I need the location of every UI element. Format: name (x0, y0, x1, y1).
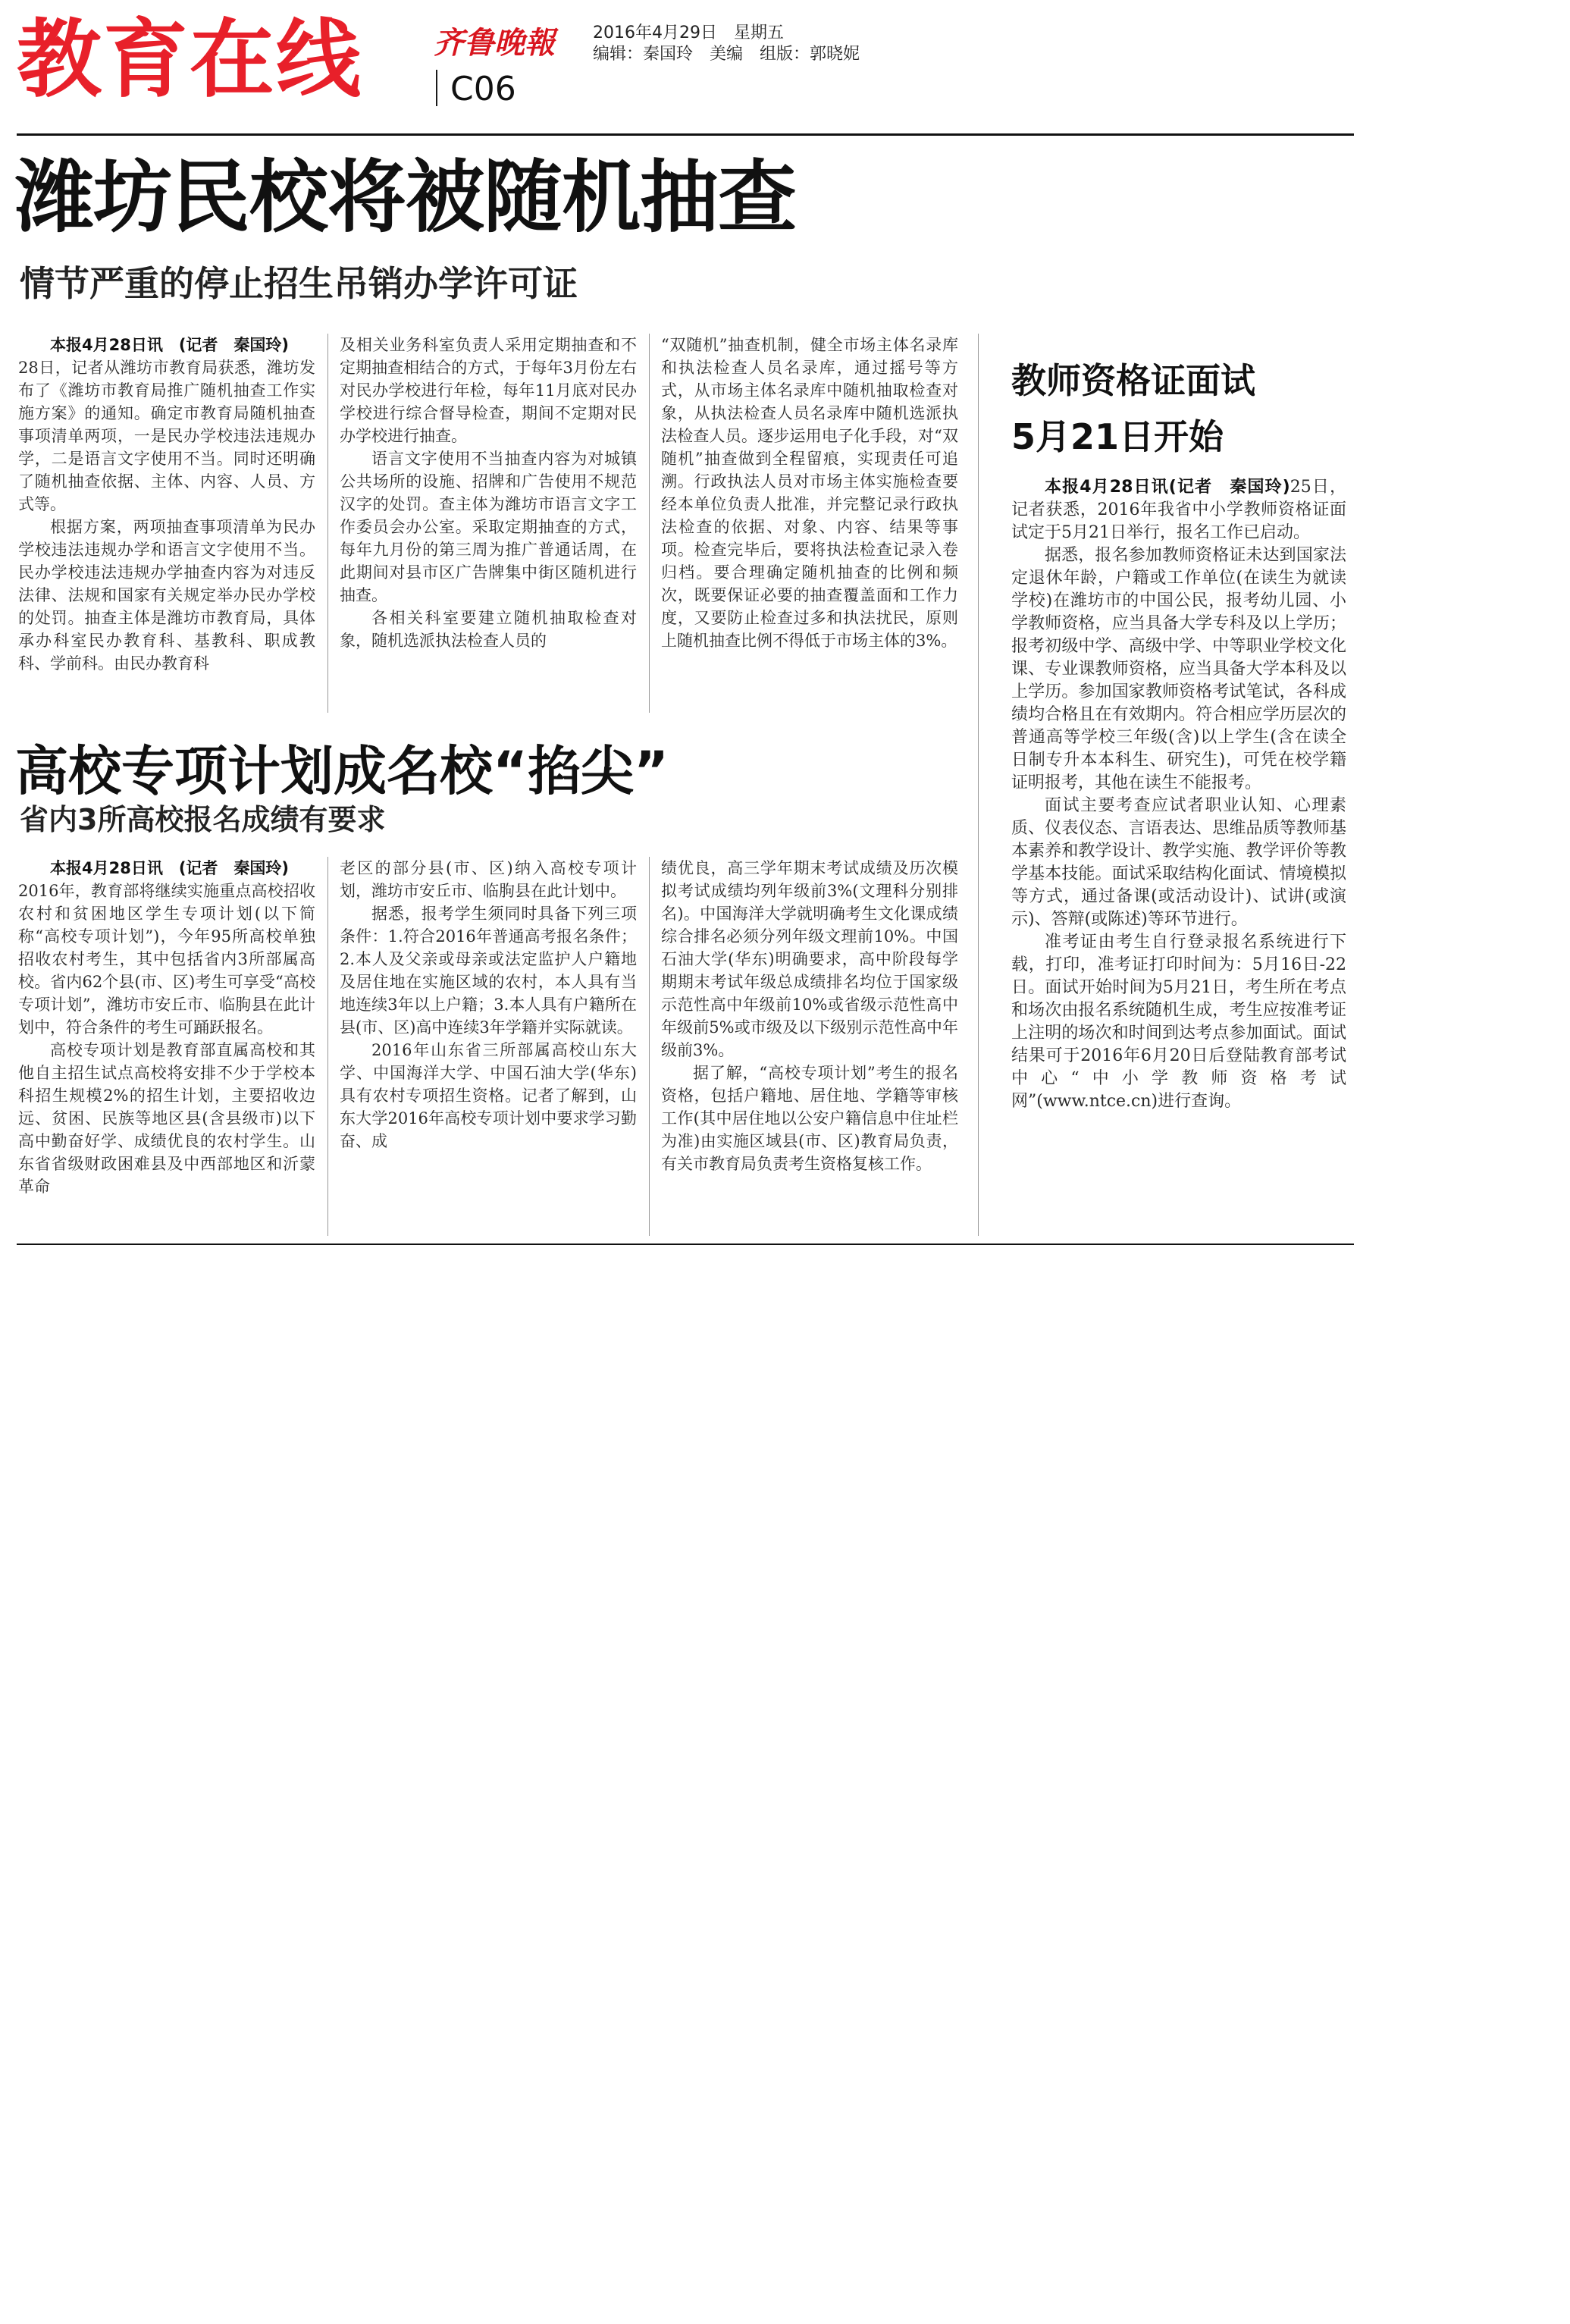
article2-paragraph: 高校专项计划是教育部直属高校和其他自主招生试点高校将安排不少于学校本科招生规模2%的招生计划，主要招收边远、贫困、民族等地区县(含县级市)以下高中勤奋好学、成绩优良的农村学生。山东省省级财政困难县及中西部地区和沂蒙革命 (18, 1041, 315, 1196)
article1-paragraph: 根据方案，两项抽查事项清单为民办学校违法违规办学和语言文字使用不当。民办学校违法违规办学抽查内容为对违反法律、法规和国家有关规定举办民办学校的处罚。抽查主体是潍坊市教育局，具体承办科室民办教育科、基教科、职成教科、学前科。由民办教育科 (18, 518, 315, 673)
article1-paragraph: 语言文字使用不当抽查内容为对城镇公共场所的设施、招牌和广告使用不规范汉字的处罚。查主体为潍坊市语言文字工作委员会办公室。采取定期抽查的方式，每年九月份的第三周为推广普通话周，在此期间对县市区广告牌集中街区随机进行抽查。 (340, 450, 637, 604)
masthead-divider (436, 70, 437, 106)
article3-paragraph: 面试主要考查应试者职业认知、心理素质、仪表仪态、言语表达、思维品质等教师基本素养和教学设计、教学实施、教学评价等教学基本技能。面试采取结构化面试、情境模拟等方式，通过备课(或活动设计)、试讲(或演示)、答辩(或陈述)等环节进行。 (1011, 796, 1346, 929)
column-divider (649, 857, 650, 1236)
article2-subhead: 省内3所高校报名成绩有要求 (20, 803, 386, 836)
article1-headline: 潍坊民校将被随机抽查 (15, 151, 797, 243)
article1-paragraph: 28日，记者从潍坊市教育局获悉，潍坊发布了《潍坊市教育局推广随机抽查工作实施方案》的通知。确定市教育局随机抽查事项清单两项，一是民办学校违法违规办学，二是语言文字使用不当。同时还明确了随机抽查依据、主体、内容、人员、方式等。 (18, 359, 315, 513)
article3-paragraph: 据悉，报名参加教师资格证未达到国家法定退休年龄，户籍或工作单位(在读生为就读学校)在潍坊市的中国公民，报考幼儿园、小学教师资格，应当具备大学专科及以上学历；报考初级中学、高级中学、中等职业学校文化课、专业课教师资格，应当具备大学本科及以上学历。参加国家教师资格考试笔试，各科成绩均合格且在有效期内。符合相应学历层次的普通高等学校三年级(含)以上学生(含在读全日制专升本本科生、研究生)，可凭在校学籍证明报考，其他在读生不能报考。 (1011, 546, 1346, 792)
newspaper-logo (434, 20, 570, 62)
article2-paragraph: 2016年，教育部将继续实施重点高校招收农村和贫困地区学生专项计划(以下简称“高校专项计划”)，今年95所高校单独招收农村考生，其中包括省内3所部属高校。省内62个县(市、区)考生可享受“高校专项计划”，潍坊市安丘市、临朐县在此计划中，符合条件的考生可踊跃报名。 (18, 882, 315, 1037)
editor-credits: 编辑：秦国玲 美编 组版：郭晓妮 (593, 45, 860, 64)
article3-byline: 本报4月28日讯(记者 秦国玲) (1045, 478, 1290, 497)
article2-paragraph: 老区的部分县(市、区)纳入高校专项计划，潍坊市安丘市、临朐县在此计划中。 (340, 859, 637, 900)
article2-byline: 本报4月28日讯 (记者 秦国玲) (50, 859, 290, 877)
article2-paragraph: 2016年山东省三所部属高校山东大学、中国海洋大学、中国石油大学(华东)具有农村专项招生资格。记者了解到，山东大学2016年高校专项计划中要求学习勤奋、成 (340, 1041, 637, 1150)
article1-column-3 (661, 334, 958, 713)
article2-paragraph: 绩优良，高三学年期末考试成绩及历次模拟考试成绩均列年级前3%(文理科分别排名)。中国海洋大学就明确考生文化课成绩综合排名必须分列年级文理前10%。中国石油大学(华东)明确要求，高中阶段每学期期末考试年级总成绩排名均位于国家级示范性高中年级前10%或省级示范性高中年级前5%或市级及以下级别示范性高中年级前3%。 (661, 859, 958, 1059)
article1-paragraph: 及相关业务科室负责人采用定期抽查和不定期抽查相结合的方式，于每年3月份左右对民办学校进行年检，每年11月底对民办学校进行综合督导检查，期间不定期对民办学校进行抽查。 (340, 336, 637, 445)
page-bottom-rule (17, 1244, 1354, 1245)
article1-paragraph: 各相关科室要建立随机抽取检查对象，随机选派执法检查人员的 (340, 609, 637, 650)
article1-subhead: 情节严重的停止招生吊销办学许可证 (20, 263, 578, 304)
article3-headline: 教师资格证面试 (1011, 360, 1255, 401)
article3-headline-line2: 5月21日开始 (1011, 416, 1224, 457)
column-divider (327, 857, 328, 1236)
article2-column-3 (661, 857, 958, 1236)
article2-column-1 (18, 857, 315, 1236)
column-divider (327, 334, 328, 713)
article1-column-1 (18, 334, 315, 713)
article2-column-2 (340, 857, 637, 1236)
article3-column (1011, 476, 1346, 1234)
article2-paragraph: 据悉，报考学生须同时具备下列三项条件：1.符合2016年普通高考报名条件；2.本人及父亲或母亲或法定监护人户籍地及居住地在实施区域的农村，本人具有当地连续3年以上户籍；3.本人具有户籍所在县(市、区)高中连续3年学籍并实际就读。 (340, 905, 637, 1037)
article3-paragraph: 准考证由考生自行登录报名系统进行下载，打印，准考证打印时间为：5月16日-22日。面试开始时间为5月21日，考生所在考点和场次由报名系统随机生成，考生应按准考证上注明的场次和时间到达考点参加面试。面试结果可于2016年6月20日后登陆教育部考试中心“中小学教师资格考试网”(www.ntce.cn)进行查询。 (1011, 933, 1346, 1111)
masthead-rule (17, 133, 1354, 136)
page-number: C06 (450, 70, 516, 108)
column-divider (649, 334, 650, 713)
column-divider (978, 334, 979, 1236)
section-title: 教育在线 (17, 11, 362, 109)
article1-byline: 本报4月28日讯 (记者 秦国玲) (50, 336, 290, 354)
article2-paragraph: 据了解，“高校专项计划”考生的报名资格，包括户籍地、居住地、学籍等审核工作(其中居住地以公安户籍信息中住址栏为准)由实施区域县(市、区)教育局负责，有关市教育局负责考生资格复核工作。 (661, 1064, 958, 1173)
article1-paragraph: “双随机”抽查机制，健全市场主体名录库和执法检查人员名录库，通过摇号等方式，从市场主体名录库中随机抽取检查对象，从执法检查人员名录库中随机选派执法检查人员。逐步运用电子化手段，对“双随机”抽查做到全程留痕，实现责任可追溯。行政执法人员对市场主体实施检查要经本单位负责人批准，并完整记录行政执法检查的依据、对象、内容、结果等事项。检查完毕后，要将执法检查记录入卷归档。要合理确定随机抽查的比例和频次，既要保证必要的抽查覆盖面和工作力度，又要防止检查过多和执法扰民，原则上随机抽查比例不得低于市场主体的3%。 (661, 336, 958, 650)
svg-text:齐鲁晚報: 齐鲁晚報 (434, 25, 555, 61)
article3-paragraph: 25日，记者获悉，2016年我省中小学教师资格证面试定于5月21日举行，报名工作已启动。 (1011, 478, 1346, 542)
article1-column-2 (340, 334, 637, 713)
article2-headline: 高校专项计划成名校“掐尖” (15, 740, 669, 802)
issue-date: 2016年4月29日 星期五 (593, 24, 784, 42)
